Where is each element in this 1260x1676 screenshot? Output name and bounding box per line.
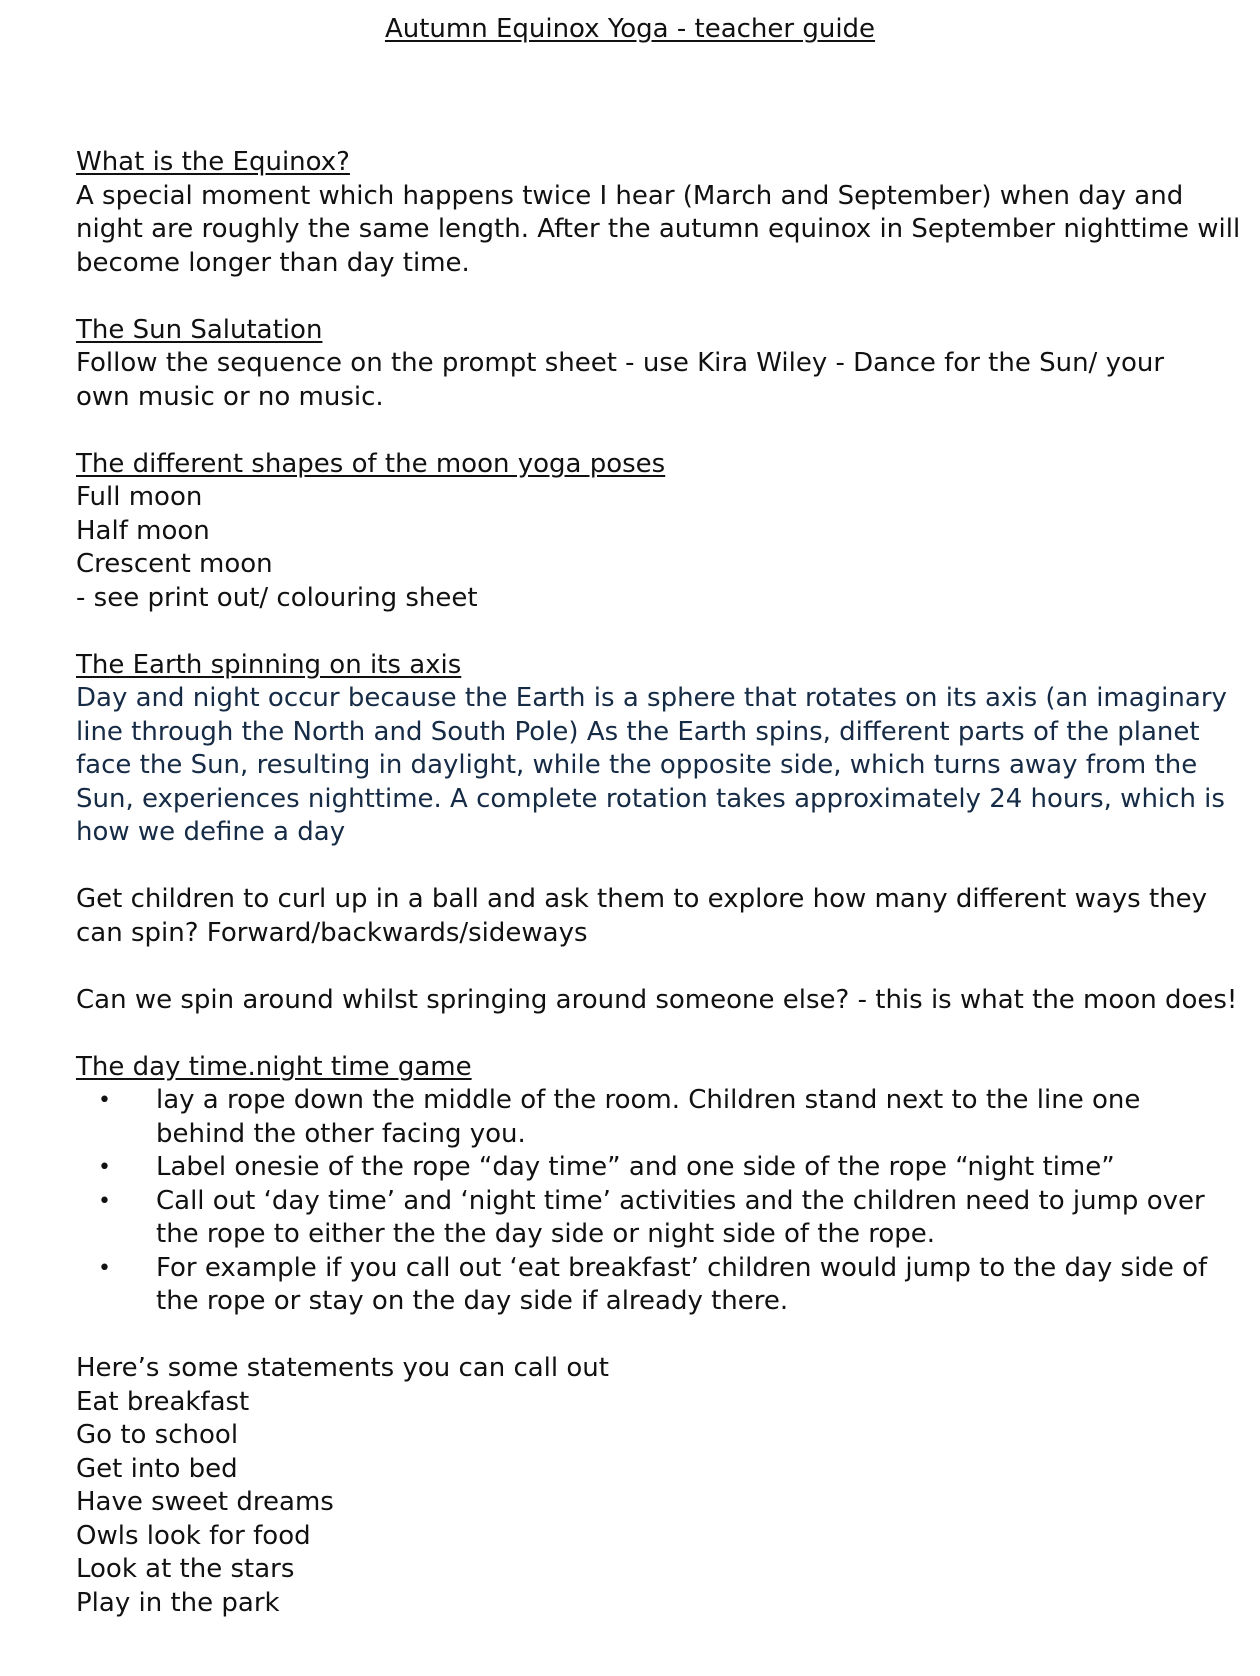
list-item (76, 1185, 1205, 1252)
list-item-line: For example if you call out ‘eat breakfast’ children would jump to the day side of (156, 1252, 1208, 1283)
paragraph-line: how we define a day (76, 817, 346, 847)
list-item (76, 1151, 1196, 1185)
bullet-icon: • (98, 1188, 111, 1214)
section-heading-game: The day time.night time game (76, 1051, 472, 1082)
list-item-line: the rope or stay on the day side if already there. (156, 1286, 789, 1316)
list-item (76, 1084, 1196, 1151)
paragraph-line: own music or no music. (76, 381, 384, 412)
section-statements (76, 1352, 1196, 1620)
spacer (76, 950, 1196, 984)
list-item (76, 1252, 1208, 1319)
spacer (76, 615, 1196, 649)
section-moon-question (76, 984, 1238, 1018)
spacer (76, 1319, 1196, 1353)
document-title: Autumn Equinox Yoga - teacher guide (384, 14, 876, 44)
bullet-icon: • (98, 1255, 111, 1281)
spacer (76, 850, 1196, 884)
section-sun-salutation (76, 314, 1196, 415)
section-moon-poses (76, 448, 1196, 616)
statement-item: Look at the stars (76, 1554, 295, 1584)
statement-item: Get into bed (76, 1453, 238, 1484)
moon-pose-item: Half moon (76, 515, 210, 546)
paragraph-line: Follow the sequence on the prompt sheet - use Kira Wiley - Dance for the Sun/ your (76, 348, 1165, 378)
list-item-line: Call out ‘day time’ and ‘night time’ activities and the children need to jump over (156, 1185, 1205, 1216)
game-rules-list (76, 1084, 1208, 1319)
section-game (76, 1051, 1208, 1319)
section-heading-moon-poses: The different shapes of the moon yoga poses (76, 448, 666, 479)
spacer (76, 414, 1196, 448)
paragraph-line: Get children to curl up in a ball and ask them to explore how many different ways they (76, 884, 1208, 914)
bullet-icon: • (98, 1155, 111, 1180)
statement-item: Play in the park (76, 1587, 280, 1618)
section-heading-sun-salutation: The Sun Salutation (76, 314, 323, 345)
statement-item: Go to school (76, 1420, 239, 1450)
spacer (76, 1017, 1196, 1051)
section-spin-activity (76, 883, 1208, 950)
list-item-line: the rope to either the the day side or night side of the rope. (156, 1219, 936, 1249)
section-heading-equinox: What is the Equinox? (76, 147, 350, 177)
paragraph-line: can spin? Forward/backwards/sideways (76, 917, 588, 948)
section-equinox (76, 146, 1241, 280)
moon-pose-note: - see print out/ colouring sheet (76, 582, 478, 613)
paragraph-line: become longer than day time. (76, 247, 470, 278)
document-body (76, 146, 1241, 1620)
paragraph-line: Can we spin around whilst springing around someone else? - this is what the moon does! (76, 984, 1238, 1015)
paragraph-line: line through the North and South Pole) As the Earth spins, different parts of the planet (76, 716, 1200, 747)
statement-item: Owls look for food (76, 1520, 311, 1551)
moon-pose-item: Full moon (76, 482, 203, 512)
paragraph-line: Sun, experiences nighttime. A complete rotation takes approximately 24 hours, which is (76, 783, 1225, 814)
list-item-line: lay a rope down the middle of the room. Children stand next to the line one (156, 1085, 1141, 1115)
statement-item: Eat breakfast (76, 1386, 250, 1417)
paragraph-line: Day and night occur because the Earth is a sphere that rotates on its axis (an imaginary (76, 683, 1227, 713)
paragraph-line: A special moment which happens twice I hear (March and September) when day and (76, 180, 1184, 211)
section-earth-axis (76, 649, 1227, 850)
spacer (76, 280, 1196, 314)
paragraph-line: face the Sun, resulting in daylight, while the opposite side, which turns away from the (76, 750, 1198, 780)
list-item-line: behind the other facing you. (156, 1118, 526, 1149)
statement-item: Have sweet dreams (76, 1487, 334, 1517)
moon-pose-item: Crescent moon (76, 549, 273, 579)
list-item-line: Label onesie of the rope “day time” and one side of the rope “night time” (156, 1152, 1115, 1182)
bullet-icon: • (98, 1088, 111, 1113)
paragraph-line: night are roughly the same length. After the autumn equinox in September nighttime will (76, 214, 1241, 244)
section-heading-earth-axis: The Earth spinning on its axis (76, 649, 462, 680)
statements-intro: Here’s some statements you can call out (76, 1353, 609, 1383)
